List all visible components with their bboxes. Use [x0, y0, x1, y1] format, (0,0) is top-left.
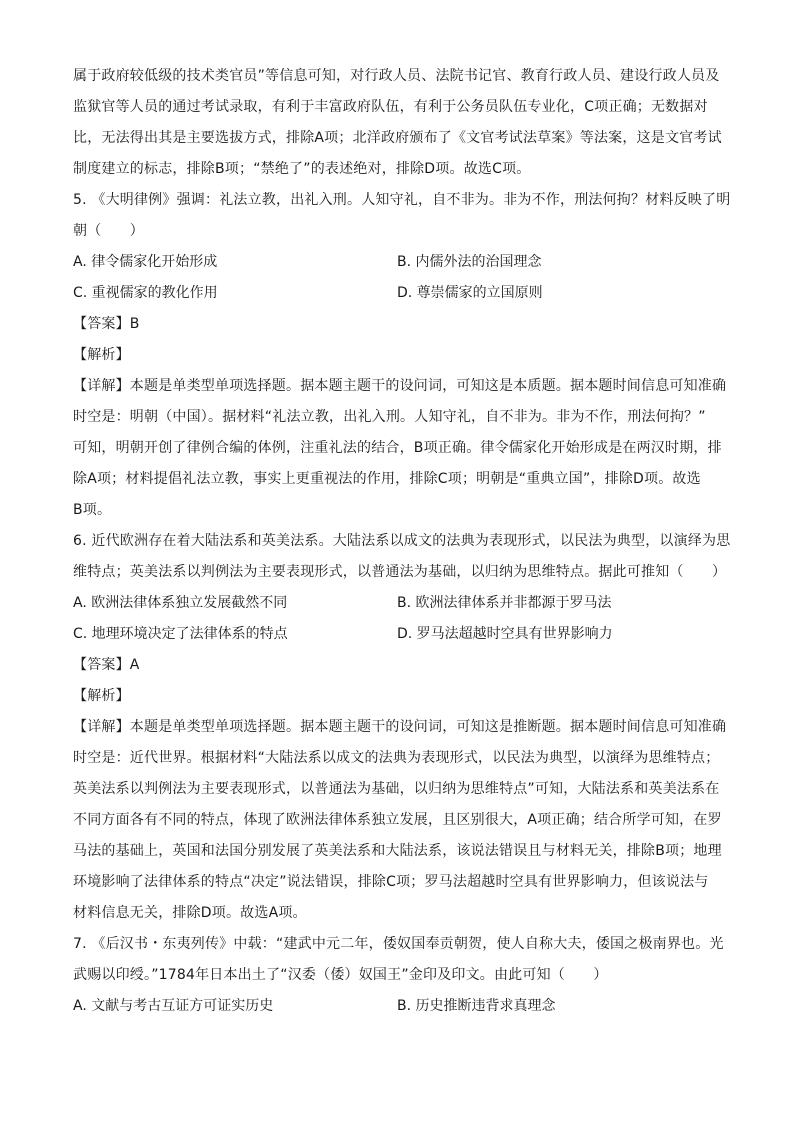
option-b: B. 欧洲法律体系并非都源于罗马法 — [397, 595, 612, 611]
detail-line: 马法的基础上，英国和法国分别发展了英美法系和大陆法系，该说法错误且与材料无关，排除B项；地理 — [73, 843, 722, 859]
detail-line: B项。 — [73, 502, 112, 518]
option-b: B. 历史推断违背求真理念 — [397, 998, 556, 1014]
option-a: A. 律令儒家化开始形成 — [73, 254, 218, 270]
question-5 — [73, 190, 731, 531]
answer-label: 【答案】A — [73, 657, 140, 673]
question-stem: 朝（ ） — [73, 223, 144, 239]
option-c: C. 重视儒家的教化作用 — [73, 285, 218, 301]
document-page — [73, 66, 731, 1027]
detail-line: 材料信息无关，排除D项。故选A项。 — [73, 905, 307, 921]
option-row — [73, 593, 723, 624]
analysis-label: 【解析】 — [73, 688, 130, 704]
previous-analysis-continuation — [73, 66, 723, 190]
detail-line: 不同方面各有不同的特点，体现了欧洲法律体系独立发展，且区别很大，A项正确；结合所学可知，在罗 — [73, 812, 722, 828]
option-a: A. 欧洲法律体系独立发展截然不同 — [73, 595, 288, 611]
option-c: C. 地理环境决定了法律体系的特点 — [73, 626, 288, 642]
option-row — [73, 996, 723, 1027]
detail-line: 除A项；材料提倡礼法立教，事实上更重视法的作用，排除C项；明朝是“重典立国”，排除D项。故选 — [73, 471, 701, 487]
detail-line: 时空是：近代世界。根据材料“大陆法系以成文的法典为表现形式，以民法为典型，以演绎为思维特点； — [73, 750, 720, 766]
text-line: 监狱官等人员的通过考试录取，有利于丰富政府队伍，有利于公务员队伍专业化，C项正确；无数据对 — [73, 99, 708, 115]
question-7 — [73, 934, 723, 1027]
option-b: B. 内儒外法的治国理念 — [397, 254, 542, 270]
option-row — [73, 252, 723, 283]
answer-label: 【答案】B — [73, 316, 140, 332]
question-stem: 武赐以印绶。”1784年日本出土了“汉委（倭）奴国王”金印及印文。由此可知（ ） — [73, 967, 608, 983]
option-d: D. 尊崇儒家的立国原则 — [397, 285, 543, 301]
detail-line: 英美法系以判例法为主要表现形式，以普通法为基础，以归纳为思维特点”可知，大陆法系和英美法系在 — [73, 781, 720, 797]
analysis-label: 【解析】 — [73, 347, 130, 363]
question-stem: 6. 近代欧洲存在着大陆法系和英美法系。大陆法系以成文的法典为表现形式，以民法为典型，以演绎为思 — [73, 533, 731, 549]
question-6 — [73, 531, 731, 934]
detail-line: 【详解】本题是单类型单项选择题。据本题主题干的设问词，可知这是本质题。据本题时间信息可知准确 — [73, 378, 727, 394]
question-stem: 维特点；英美法系以判例法为主要表现形式，以普通法为基础，以归纳为思维特点。据此可推知（ ） — [73, 564, 727, 580]
option-row — [73, 624, 723, 655]
detail-line: 时空是：明朝（中国）。据材料“礼法立教，出礼入刑。人知守礼，自不非为。非为不作，刑法何拘？” — [73, 409, 706, 425]
text-line: 属于政府较低级的技术类官员”等信息可知，对行政人员、法院书记官、教育行政人员、建设行政人员及 — [73, 68, 720, 84]
option-row — [73, 283, 723, 314]
detail-line: 【详解】本题是单类型单项选择题。据本题主题干的设问词，可知这是推断题。据本题时间信息可知准确 — [73, 719, 727, 735]
option-a: A. 文献与考古互证方可证实历史 — [73, 998, 274, 1014]
option-d: D. 罗马法超越时空具有世界影响力 — [397, 626, 613, 642]
detail-line: 可知，明朝开创了律例合编的体例，注重礼法的结合，B项正确。律令儒家化开始形成是在两汉时期，排 — [73, 440, 722, 456]
text-line: 比，无法得出其是主要选拔方式，排除A项；北洋政府颁布了《文官考试法草案》等法案，这是文官考试 — [73, 130, 722, 146]
detail-line: 环境影响了法律体系的特点“决定”说法错误，排除C项；罗马法超越时空具有世界影响力，但该说法与 — [73, 874, 709, 890]
text-line: 制度建立的标志，排除B项；“禁绝了”的表述绝对，排除D项。故选C项。 — [73, 161, 531, 177]
question-stem: 5. 《大明律例》强调：礼法立教，出礼入刑。人知守礼，自不非为。非为不作，刑法何拘？材料反映了明 — [73, 192, 731, 208]
question-stem: 7. 《后汉书・东夷列传》中载：“建武中元二年，倭奴国奉贡朝贺，使人自称大夫，倭国之极南界也。光 — [73, 936, 724, 952]
